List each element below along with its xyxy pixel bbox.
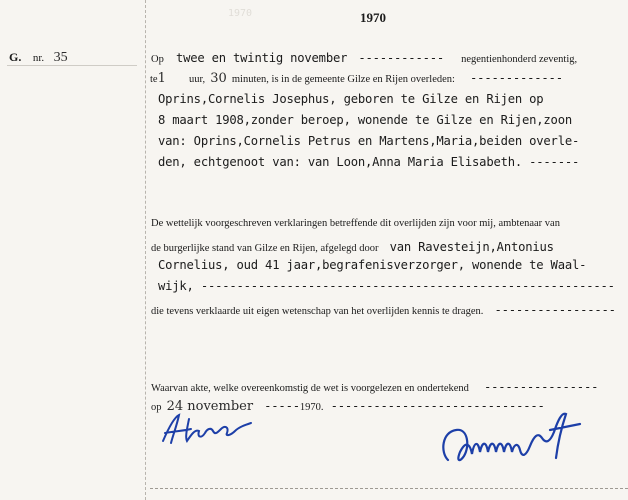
register-letter: G.: [9, 50, 22, 64]
signing-year: 1970.: [299, 402, 324, 413]
op-label: op: [151, 402, 162, 413]
deceased-line: 8 maart 1908,zonder beroep, wonende te Gilze en Rijen,zoon: [158, 113, 572, 127]
year-words: negentienhonderd zeventig,: [461, 54, 578, 65]
register-number-value: 35: [53, 50, 68, 65]
dash-fill: ----------------: [484, 380, 599, 394]
deceased-line: Oprins,Cornelis Josephus, geboren te Gilze en Rijen op: [158, 92, 544, 106]
dash-fill: -----: [264, 399, 300, 413]
bleed-through-year: 1970: [228, 8, 253, 19]
dash-fill: ------------------------------: [330, 399, 545, 413]
declarant-signature: [155, 405, 275, 455]
dash-fill: -------------: [470, 71, 563, 85]
dash-fill: -----------------: [494, 303, 616, 317]
te-label: te: [150, 74, 158, 85]
register-number: [9, 50, 68, 66]
signing-date: 24 november: [166, 399, 254, 414]
dash-fill: ------------: [358, 51, 444, 65]
deceased-line: van: Oprins,Cornelis Petrus en Martens,Maria,beiden overle-: [158, 134, 580, 148]
declaration-text: de burgerlijke stand van Gilze en Rijen, afgelegd door: [151, 243, 379, 254]
declaration-closing-line: [151, 299, 616, 318]
register-nr-label: nr.: [32, 52, 45, 64]
official-signature: [430, 402, 590, 482]
death-minutes: 30: [210, 71, 227, 86]
declarant-details: wijk, ----------------------------------------------------------: [158, 279, 615, 293]
declaration-text: De wettelijk voorgeschreven verklaringen betreffende dit overlijden zijn voor mij, ambtenaar van: [151, 218, 560, 229]
death-time-line: [150, 67, 563, 86]
bottom-rule: [150, 488, 628, 489]
declarant-name: van Ravesteijn,Antonius: [389, 240, 554, 254]
op-label: Op: [151, 54, 164, 65]
deceased-line: den, echtgenoot van: van Loon,Anna Maria Elisabeth. -------: [158, 155, 580, 169]
death-date-typed: twee en twintig november: [175, 51, 348, 65]
closing-line: [151, 376, 598, 395]
death-hour: 1: [157, 71, 166, 86]
location-text: minuten, is in de gemeente Gilze en Rijen overleden:: [231, 74, 455, 85]
register-rule: [7, 65, 137, 66]
declarant-line: [151, 236, 554, 255]
uur-label: uur,: [188, 74, 206, 85]
declarant-details: Cornelius, oud 41 jaar,begrafenisverzorger, wonende te Waal-: [158, 258, 587, 272]
declaration-text: die tevens verklaarde uit eigen wetenschap van het overlijden kennis te dragen.: [151, 306, 484, 317]
closing-text: Waarvan akte, welke overeenkomstig de wet is voorgelezen en ondertekend: [151, 383, 469, 394]
page-year: 1970: [360, 10, 386, 25]
death-date-line: [151, 47, 577, 66]
margin-divider: [145, 0, 146, 500]
